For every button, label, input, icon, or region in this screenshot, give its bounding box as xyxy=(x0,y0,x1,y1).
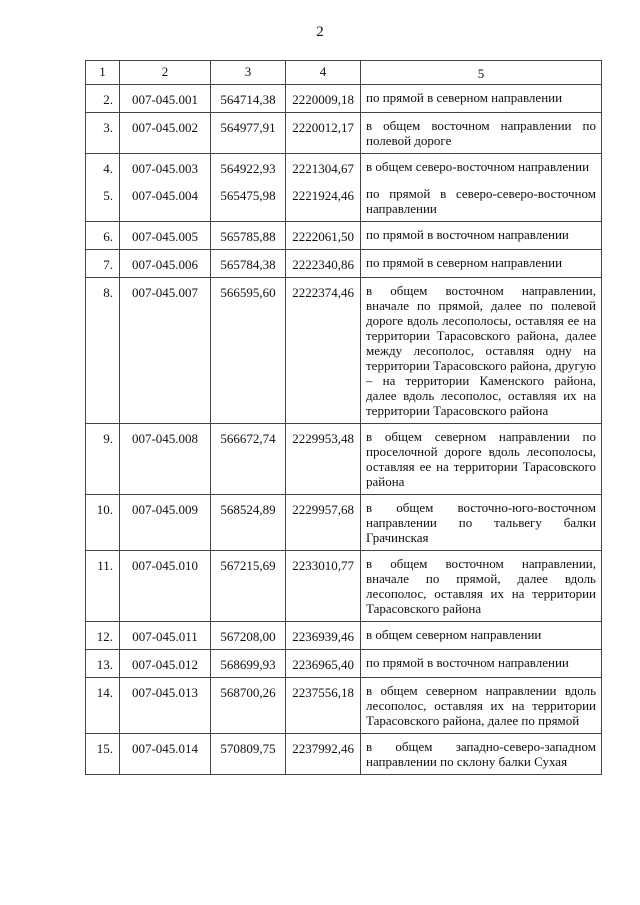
row-number: 4. xyxy=(86,154,120,182)
table-row xyxy=(86,650,602,678)
point-code: 007-045.004 xyxy=(120,181,211,222)
coord-x: 566672,74 xyxy=(211,424,286,495)
table-row xyxy=(86,181,602,222)
point-code: 007-045.011 xyxy=(120,622,211,650)
table-row xyxy=(86,678,602,734)
coord-y: 2236965,40 xyxy=(286,650,361,678)
coord-x: 568700,26 xyxy=(211,678,286,734)
coord-y: 2237556,18 xyxy=(286,678,361,734)
coord-y: 2222340,86 xyxy=(286,250,361,278)
point-code: 007-045.010 xyxy=(120,551,211,622)
table-row xyxy=(86,622,602,650)
row-number: 15. xyxy=(86,734,120,775)
coord-x: 564977,91 xyxy=(211,113,286,154)
coord-x: 564714,38 xyxy=(211,85,286,113)
row-number: 13. xyxy=(86,650,120,678)
point-code: 007-045.013 xyxy=(120,678,211,734)
table-row xyxy=(86,250,602,278)
row-number: 8. xyxy=(86,278,120,424)
row-number: 10. xyxy=(86,495,120,551)
header-col-1: 1 xyxy=(86,61,120,85)
row-number: 3. xyxy=(86,113,120,154)
coord-y: 2222061,50 xyxy=(286,222,361,250)
direction-description: в общем восточном направлении, вначале по прямой, далее по полевой дороге вдоль лесополосы, оставляя ее на территории Тарасовского района, далее между лесополос, оставляя одну на территории Тарасовского района, другую – на территории Каменского района, далее вдоль лесополос, оставляя их на территории Тарасовского района xyxy=(361,278,602,424)
direction-description: в общем восточном направлении по полевой дороге xyxy=(361,113,602,154)
direction-description: в общем восточно-юго-восточном направлении по тальвегу балки Грачинская xyxy=(361,495,602,551)
point-code: 007-045.014 xyxy=(120,734,211,775)
point-code: 007-045.002 xyxy=(120,113,211,154)
point-code: 007-045.001 xyxy=(120,85,211,113)
table-row xyxy=(86,222,602,250)
point-code: 007-045.012 xyxy=(120,650,211,678)
table-row xyxy=(86,495,602,551)
table-row xyxy=(86,85,602,113)
row-number: 5. xyxy=(86,181,120,222)
header-col-4: 4 xyxy=(286,61,361,85)
coord-x: 565785,88 xyxy=(211,222,286,250)
coord-y: 2229953,48 xyxy=(286,424,361,495)
coord-y: 2236939,46 xyxy=(286,622,361,650)
table-row xyxy=(86,154,602,182)
page-number: 2 xyxy=(316,24,324,40)
direction-description: по прямой в северном направлении xyxy=(361,250,602,278)
point-code: 007-045.009 xyxy=(120,495,211,551)
table-row xyxy=(86,113,602,154)
row-number: 7. xyxy=(86,250,120,278)
coord-x: 567215,69 xyxy=(211,551,286,622)
direction-description: в общем северо-восточном направлении xyxy=(361,154,602,182)
coord-x: 566595,60 xyxy=(211,278,286,424)
coord-y: 2229957,68 xyxy=(286,495,361,551)
row-number: 11. xyxy=(86,551,120,622)
header-col-3: 3 xyxy=(211,61,286,85)
coord-y: 2221924,46 xyxy=(286,181,361,222)
table-row xyxy=(86,278,602,424)
table-row xyxy=(86,551,602,622)
point-code: 007-045.005 xyxy=(120,222,211,250)
coord-y: 2221304,67 xyxy=(286,154,361,182)
coord-x: 564922,93 xyxy=(211,154,286,182)
coord-x: 568699,93 xyxy=(211,650,286,678)
direction-description: в общем северном направлении xyxy=(361,622,602,650)
direction-description: по прямой в восточном направлении xyxy=(361,222,602,250)
header-col-5: 5 xyxy=(361,61,602,85)
row-number: 6. xyxy=(86,222,120,250)
direction-description: в общем восточном направлении, вначале по прямой, далее вдоль лесополос, оставляя их на территории Тарасовского района xyxy=(361,551,602,622)
direction-description: в общем северном направлении по проселочной дороге вдоль лесополосы, оставляя ее на территории Тарасовского района xyxy=(361,424,602,495)
coord-x: 568524,89 xyxy=(211,495,286,551)
row-number: 14. xyxy=(86,678,120,734)
boundary-points-table xyxy=(85,60,602,775)
coord-x: 570809,75 xyxy=(211,734,286,775)
point-code: 007-045.007 xyxy=(120,278,211,424)
coord-x: 565784,38 xyxy=(211,250,286,278)
coord-y: 2233010,77 xyxy=(286,551,361,622)
coord-x: 565475,98 xyxy=(211,181,286,222)
direction-description: по прямой в северном направлении xyxy=(361,85,602,113)
point-code: 007-045.008 xyxy=(120,424,211,495)
table-row xyxy=(86,424,602,495)
table-row xyxy=(86,734,602,775)
row-number: 9. xyxy=(86,424,120,495)
row-number: 2. xyxy=(86,85,120,113)
coord-y: 2220009,18 xyxy=(286,85,361,113)
coord-y: 2237992,46 xyxy=(286,734,361,775)
coord-y: 2220012,17 xyxy=(286,113,361,154)
direction-description: по прямой в восточном направлении xyxy=(361,650,602,678)
header-col-2: 2 xyxy=(120,61,211,85)
coord-y: 2222374,46 xyxy=(286,278,361,424)
table-header-row xyxy=(86,61,602,85)
direction-description: в общем западно-северо-западном направлении по склону балки Сухая xyxy=(361,734,602,775)
row-number: 12. xyxy=(86,622,120,650)
point-code: 007-045.003 xyxy=(120,154,211,182)
direction-description: в общем северном направлении вдоль лесополос, оставляя их на территории Тарасовского района, далее по прямой xyxy=(361,678,602,734)
direction-description: по прямой в северо-северо-восточном направлении xyxy=(361,181,602,222)
point-code: 007-045.006 xyxy=(120,250,211,278)
coord-x: 567208,00 xyxy=(211,622,286,650)
